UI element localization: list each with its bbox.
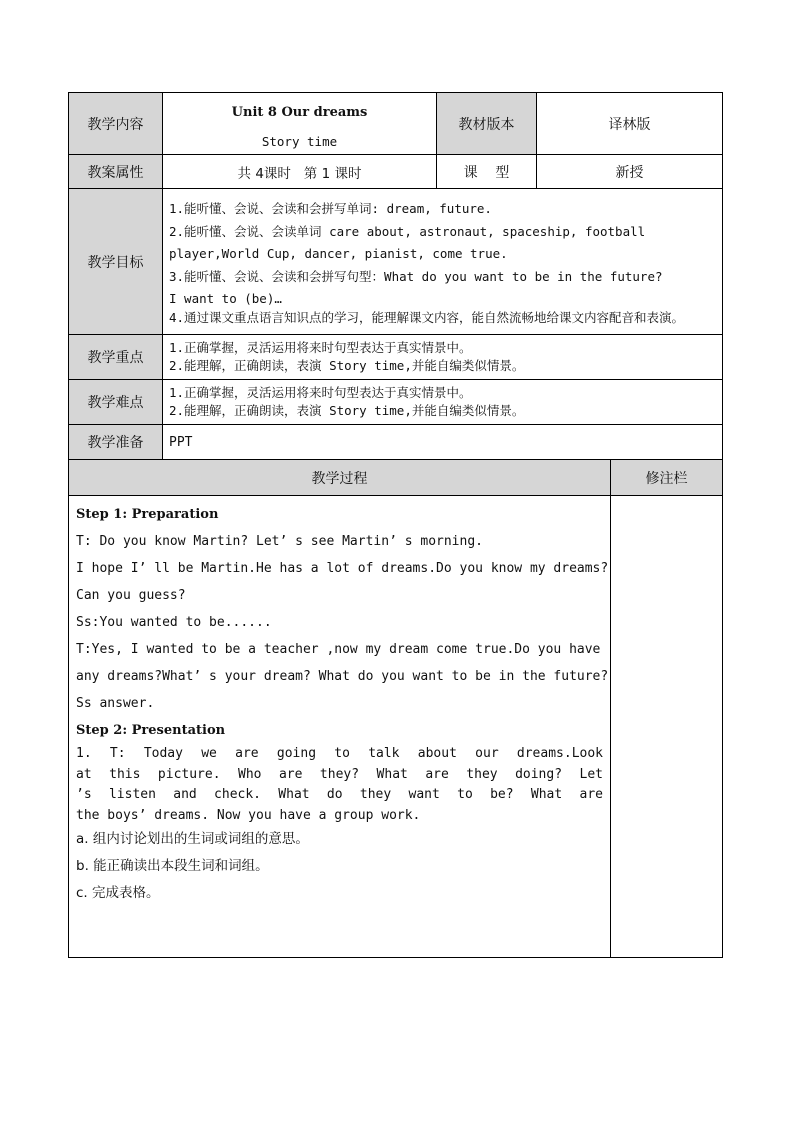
unit-title: Unit 8 Our dreams	[231, 104, 368, 120]
process-para-line: the boys’ dreams. Now you have a group work.	[76, 807, 421, 823]
version-label: 教材版本	[437, 93, 537, 155]
preparation-label: 教学准备	[69, 425, 163, 460]
process-para-line: ’s listen and check. What do they want to be? What are	[76, 787, 603, 802]
version-value: 译林版	[537, 93, 723, 155]
process-label: 教学过程	[69, 460, 611, 496]
process-item: b. 能正确读出本段生词和词组。	[76, 858, 269, 874]
key-point-line: 1.正确掌握，灵活运用将来时句型表达于真实情景中。	[169, 340, 472, 355]
process-item: a. 组内讨论划出的生词或词组的意思。	[76, 831, 309, 847]
objective-line: 1.能听懂、会说、会读和会拼写单词: dream, future.	[169, 201, 492, 217]
lesson-plan-table	[68, 92, 723, 958]
process-item: c. 完成表格。	[76, 885, 160, 901]
attr-label: 教案属性	[69, 155, 163, 189]
process-line: T:Yes, I wanted to be a teacher ,now my dream come true.Do you have	[76, 642, 601, 657]
unit-title-cell	[163, 93, 437, 155]
type-value: 新授	[537, 155, 723, 189]
notes-label: 修注栏	[611, 460, 723, 496]
step2-title: Step 2: Presentation	[76, 723, 226, 738]
objective-line: I want to (be)…	[169, 291, 282, 307]
process-para-line: at this picture. Who are they? What are they doing? Let	[76, 766, 603, 782]
process-line: any dreams?What’ s your dream? What do you want to be in the future?	[76, 669, 609, 684]
objective-line: 3.能听懂、会说、会读和会拼写句型：What do you want to be in the future?	[169, 268, 663, 284]
difficulty-line: 1.正确掌握，灵活运用将来时句型表达于真实情景中。	[169, 385, 472, 400]
process-line: Can you guess?	[76, 588, 186, 603]
objective-line: 2.能听懂、会说、会读单词 care about, astronaut, spaceship, football	[169, 223, 646, 239]
step1-title: Step 1: Preparation	[76, 507, 219, 522]
notes-column	[611, 496, 723, 958]
key-points-content	[163, 335, 723, 380]
process-para-line: 1. T: Today we are going to talk about our dreams.Look	[76, 746, 603, 761]
key-point-line: 2.能理解，正确朗读，表演 Story time,并能自编类似情景。	[169, 358, 525, 373]
type-label: 课 型	[437, 155, 537, 189]
process-line: Ss:You wanted to be......	[76, 615, 272, 630]
attr-value: 共 4课时 第 1 课时	[163, 155, 437, 189]
process-line: I hope I’ ll be Martin.He has a lot of dreams.Do you know my dreams?	[76, 561, 609, 576]
content-label: 教学内容	[69, 93, 163, 155]
objective-line: 4.通过课文重点语言知识点的学习，能理解课文内容，能自然流畅地给课文内容配音和表演。	[169, 310, 685, 325]
difficulties-label: 教学难点	[69, 380, 163, 425]
preparation-value: PPT	[163, 425, 723, 460]
objective-line: player,World Cup, dancer, pianist, come true.	[169, 246, 508, 262]
key-points-label: 教学重点	[69, 335, 163, 380]
difficulties-content	[163, 380, 723, 425]
process-content	[69, 496, 611, 958]
process-line: T: Do you know Martin? Let’ s see Martin’ s morning.	[76, 534, 483, 549]
objectives-label: 教学目标	[69, 189, 163, 335]
process-line: Ss answer.	[76, 696, 155, 711]
unit-subtitle: Story time	[261, 133, 338, 149]
difficulty-line: 2.能理解，正确朗读，表演 Story time,并能自编类似情景。	[169, 403, 525, 418]
lesson-plan	[68, 92, 722, 958]
objectives-content	[163, 189, 723, 335]
